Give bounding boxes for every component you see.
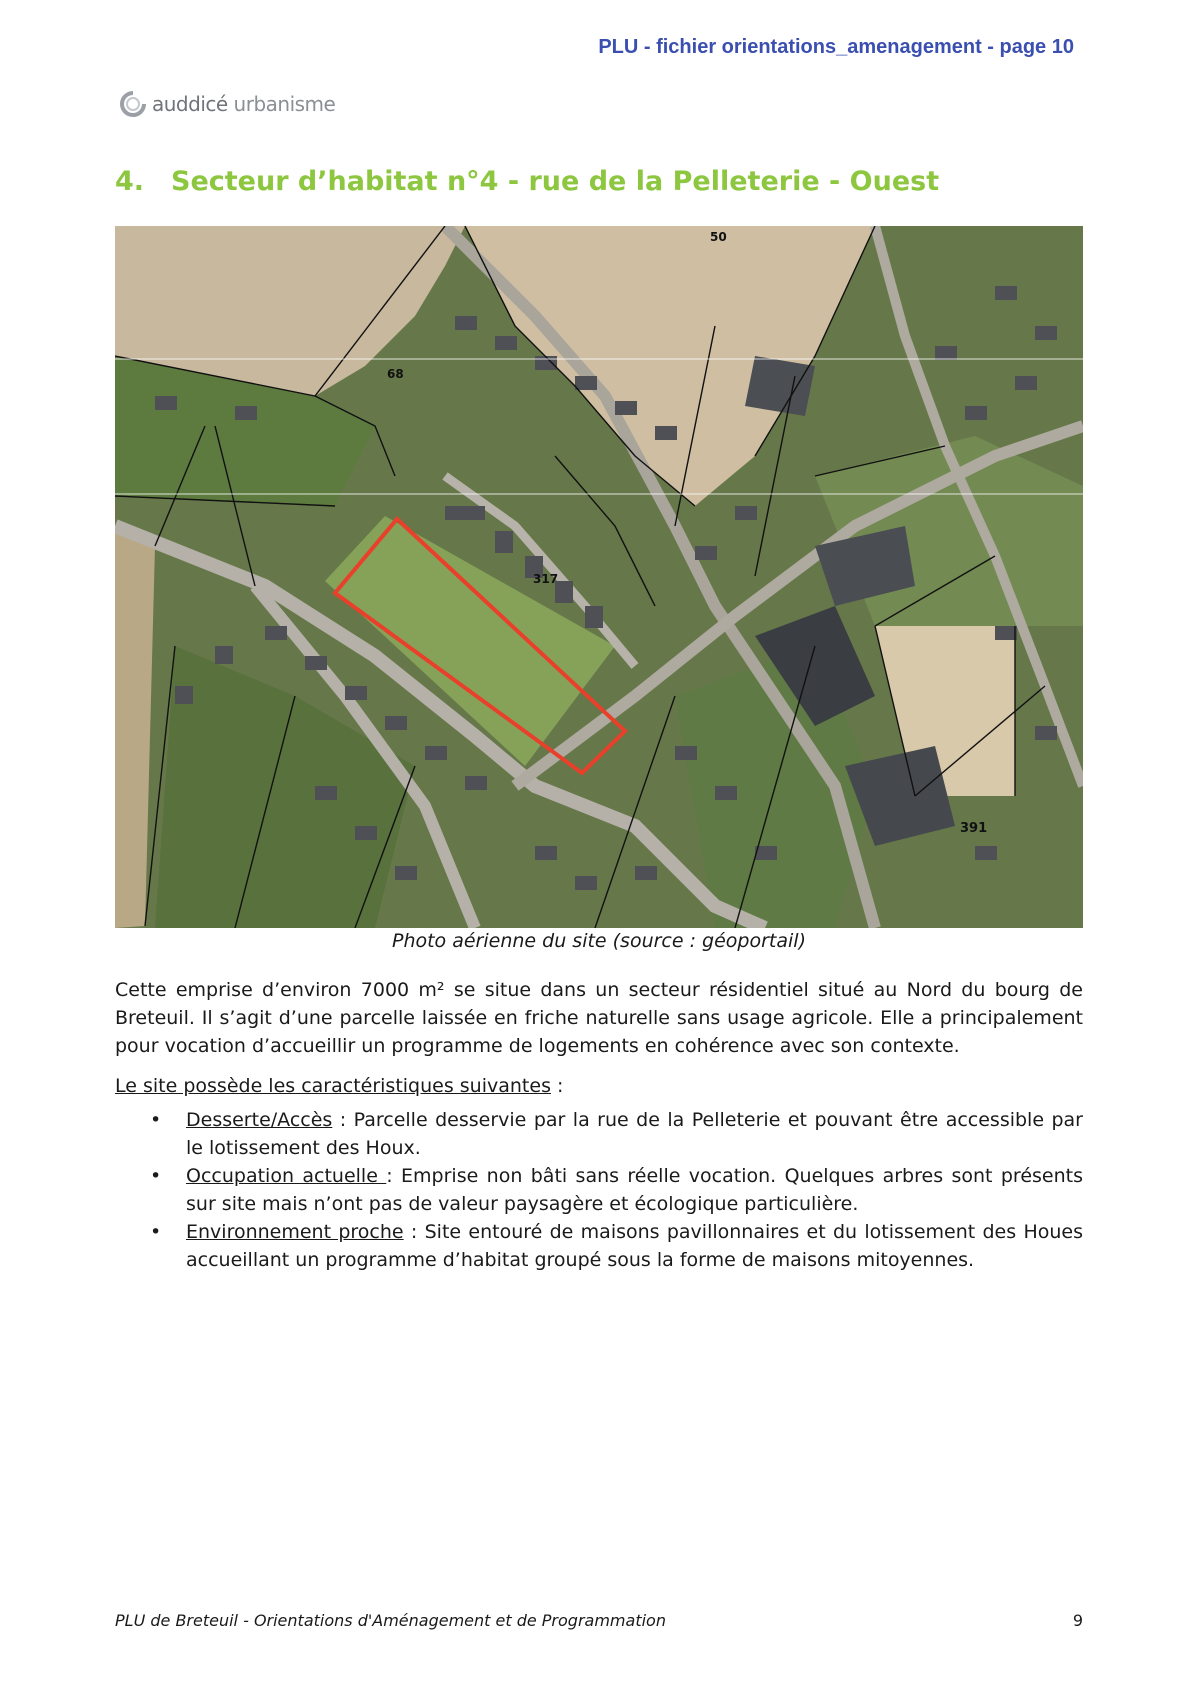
- logo-ring-icon: [118, 89, 148, 119]
- item-text: : Site entouré de maisons pavillonnaires et du lotissement des Houes accueillant un programme d’habitat groupé sous la forme de maisons mitoyennes.: [186, 1221, 1083, 1271]
- section-number: 4.: [115, 166, 145, 197]
- characteristics-intro-label: Le site possède les caractéristiques suivantes: [115, 1075, 551, 1097]
- page-header: PLU - fichier orientations_amenagement - page 10: [598, 36, 1074, 58]
- company-logo: [118, 86, 335, 122]
- footer-title: PLU de Breteuil - Orientations d'Aménagement et de Programmation: [115, 1611, 666, 1630]
- parcel-label-317: 317: [533, 572, 559, 586]
- logo-sub: urbanisme: [233, 92, 336, 116]
- bullet-point: •: [150, 1165, 162, 1187]
- aerial-photo-map: [115, 226, 1083, 928]
- item-text: : Emprise non bâti sans réelle vocation. Quelques arbres sont présents sur site mais n’ont pas de valeur paysagère et écologique particulière.: [186, 1165, 1083, 1215]
- parcel-label-68: 68: [387, 367, 404, 381]
- parcel-label-50: 50: [710, 230, 727, 244]
- section-title: [115, 166, 939, 197]
- characteristics-intro-suffix: :: [550, 1075, 564, 1097]
- list-item-desserte: [145, 1106, 1083, 1162]
- parcel-label-391: 391: [960, 821, 988, 836]
- bullet-point: •: [150, 1109, 162, 1131]
- aerial-photo-svg: [115, 226, 1083, 928]
- list-item-environnement: [145, 1218, 1083, 1274]
- item-label: Environnement proche: [186, 1221, 404, 1243]
- list-item-occupation: [145, 1162, 1083, 1218]
- item-text: : Parcelle desservie par la rue de la Pelleterie et pouvant être accessible par le lotissement des Houx.: [186, 1109, 1083, 1159]
- characteristics-list: [145, 1106, 1083, 1274]
- section-heading: Secteur d’habitat n°4 - rue de la Pelleterie - Ouest: [171, 166, 940, 197]
- page-number: 9: [1072, 1611, 1083, 1630]
- building-ne: [745, 356, 815, 416]
- figure-caption: Photo aérienne du site (source : géoportail): [391, 930, 806, 952]
- logo-brand: auddicé: [152, 92, 228, 116]
- item-label: Occupation actuelle: [186, 1165, 387, 1187]
- characteristics-intro: [115, 1072, 1083, 1100]
- description-paragraph: Cette emprise d’environ 7000 m² se situe dans un secteur résidentiel situé au Nord du bourg de Breteuil. Il s’agit d’une parcelle laissée en friche naturelle sans usage agricole. Elle a principalement pour vocation d’accueillir un programme de logements en cohérence avec son contexte.: [115, 979, 1083, 1057]
- bullet-point: •: [150, 1221, 162, 1243]
- item-label: Desserte/Accès: [186, 1109, 333, 1131]
